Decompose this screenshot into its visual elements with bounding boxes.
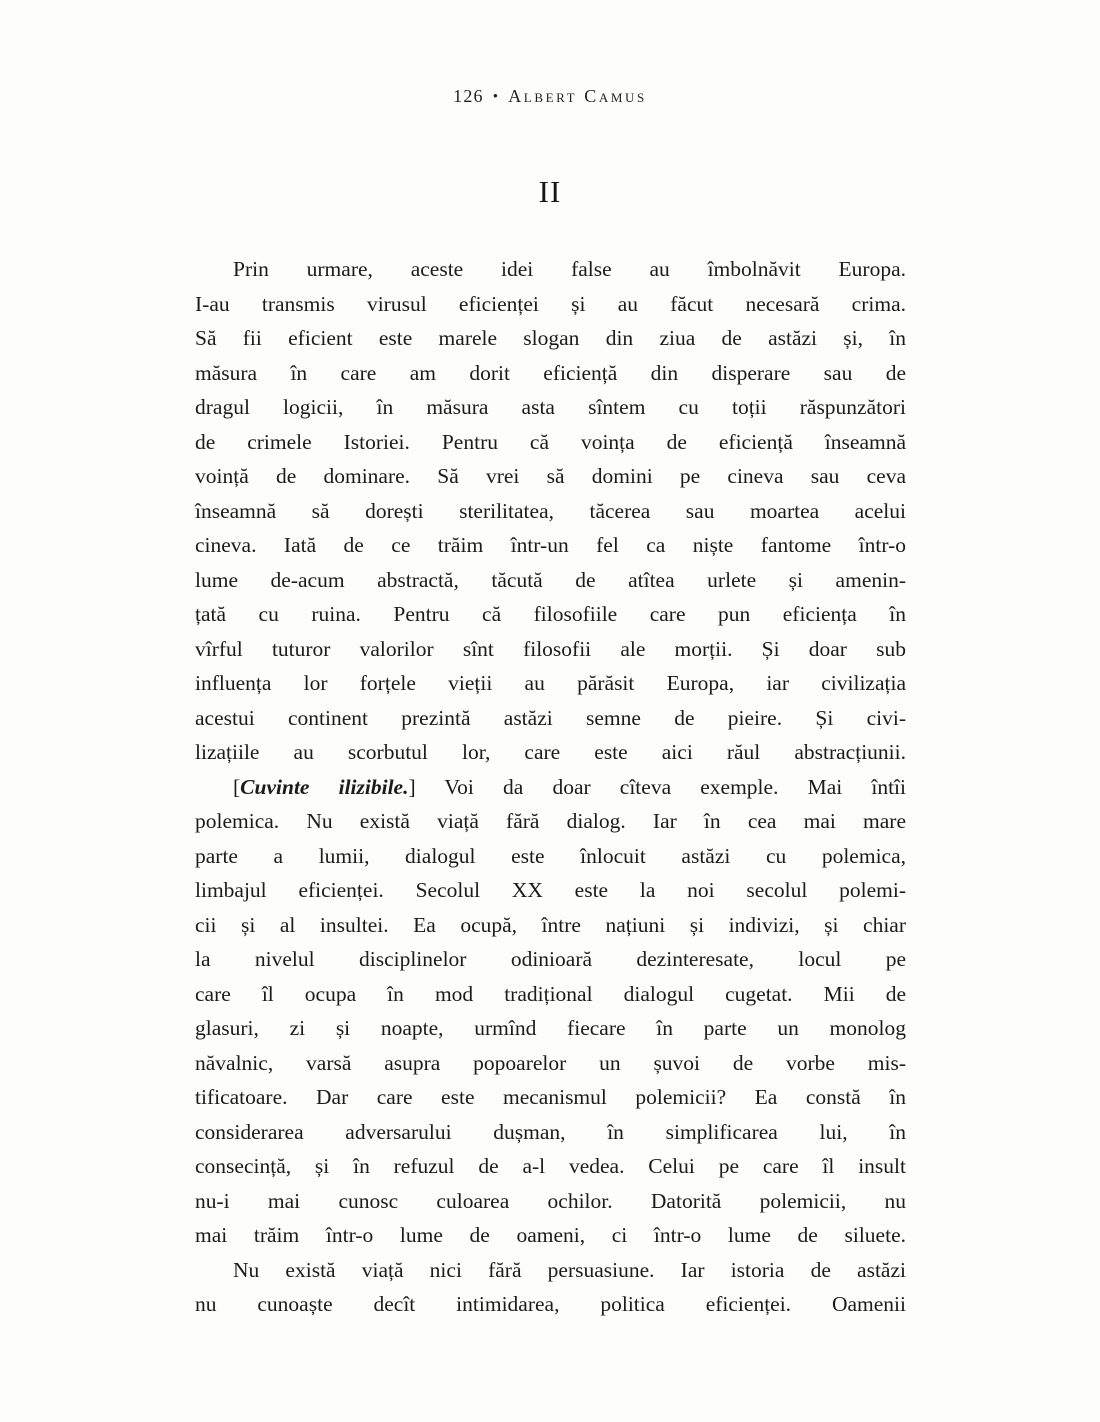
text-line: care îl ocupa în mod tradițional dialogul cugetat. Mii de: [195, 981, 906, 1006]
text-line: voință de dominare. Să vrei să domini pe cineva sau ceva: [195, 464, 906, 488]
text-line: la nivelul disciplinelor odinioară dezinteresate, locul pe: [195, 947, 906, 971]
header-separator-dot: •: [492, 89, 500, 105]
text-line: polemica. Nu există viață fără dialog. Iar în cea mai mare: [195, 809, 906, 833]
paragraph: [195, 252, 906, 770]
text-line: limbajul eficienței. Secolul XX este la noi secolul polemi-: [195, 878, 906, 902]
text-line: mai trăim într-o lume de oameni, ci într-o lume de siluete.: [195, 1223, 906, 1247]
paragraph: [195, 1253, 906, 1322]
paragraph: [195, 770, 906, 1253]
page-header: [0, 86, 1100, 107]
text-block: [195, 252, 906, 1322]
text-line: Să fii eficient este marele slogan din ziua de astăzi și, în: [195, 326, 906, 350]
text-line: înseamnă să dorești sterilitatea, tăcerea sau moartea acelui: [195, 498, 906, 523]
text-line: I-au transmis virusul eficienței și au făcut necesară crima.: [195, 291, 906, 316]
text-line: năvalnic, varsă asupra popoarelor un șuvoi de vorbe mis-: [195, 1050, 906, 1075]
text-line: influența lor forțele vieții au părăsit Europa, iar civilizația: [195, 671, 906, 695]
text-line: considerarea adversarului dușman, în simplificarea lui, în: [195, 1119, 906, 1144]
text-line: parte a lumii, dialogul este înlocuit astăzi cu polemica,: [195, 843, 906, 868]
text-line: [Cuvinte ilizibile.] Voi da doar cîteva exemple. Mai întîi: [233, 774, 907, 799]
page-number: 126: [453, 86, 484, 106]
text-line: dragul logicii, în măsura asta sîntem cu toții răspunzători: [195, 395, 906, 419]
text-line: nu-i mai cunosc culoarea ochilor. Datorită polemicii, nu: [195, 1188, 906, 1213]
text-line: cineva. Iată de ce trăim într-un fel ca niște fantome într-o: [195, 533, 906, 557]
text-line: vîrful tuturor valorilor sînt filosofii ale morții. Și doar sub: [195, 636, 906, 661]
text-line: măsura în care am dorit eficiență din disperare sau de: [195, 360, 906, 385]
text-line: acestui continent prezintă astăzi semne de pieire. Și civi-: [195, 705, 906, 730]
section-heading: II: [538, 174, 562, 209]
text-line: lume de-acum abstractă, tăcută de atîtea urlete și amenin-: [195, 567, 906, 592]
text-line: consecință, și în refuzul de a-l vedea. Celui pe care îl insult: [195, 1154, 906, 1178]
text-line: de crimele Istoriei. Pentru că voința de eficiență înseamnă: [195, 429, 906, 454]
text-line: tificatoare. Dar care este mecanismul polemicii? Ea constă în: [195, 1085, 906, 1109]
text-line: cii și al insultei. Ea ocupă, între națiuni și indivizi, și chiar: [195, 912, 906, 937]
text-line: țată cu ruina. Pentru că filosofiile care pun eficiența în: [195, 602, 906, 626]
text-line: lizațiile au scorbutul lor, care este aici răul abstracțiunii.: [195, 740, 906, 764]
text-line: Nu există viață nici fără persuasiune. Iar istoria de astăzi: [233, 1257, 906, 1282]
author-name: Albert Camus: [508, 86, 647, 106]
text-line: Prin urmare, aceste idei false au îmbolnăvit Europa.: [233, 257, 906, 281]
text-line: nu cunoaște decît intimidarea, politica eficienței. Oamenii: [195, 1292, 906, 1316]
text-line: glasuri, zi și noapte, urmînd fiecare în parte un monolog: [195, 1016, 906, 1040]
